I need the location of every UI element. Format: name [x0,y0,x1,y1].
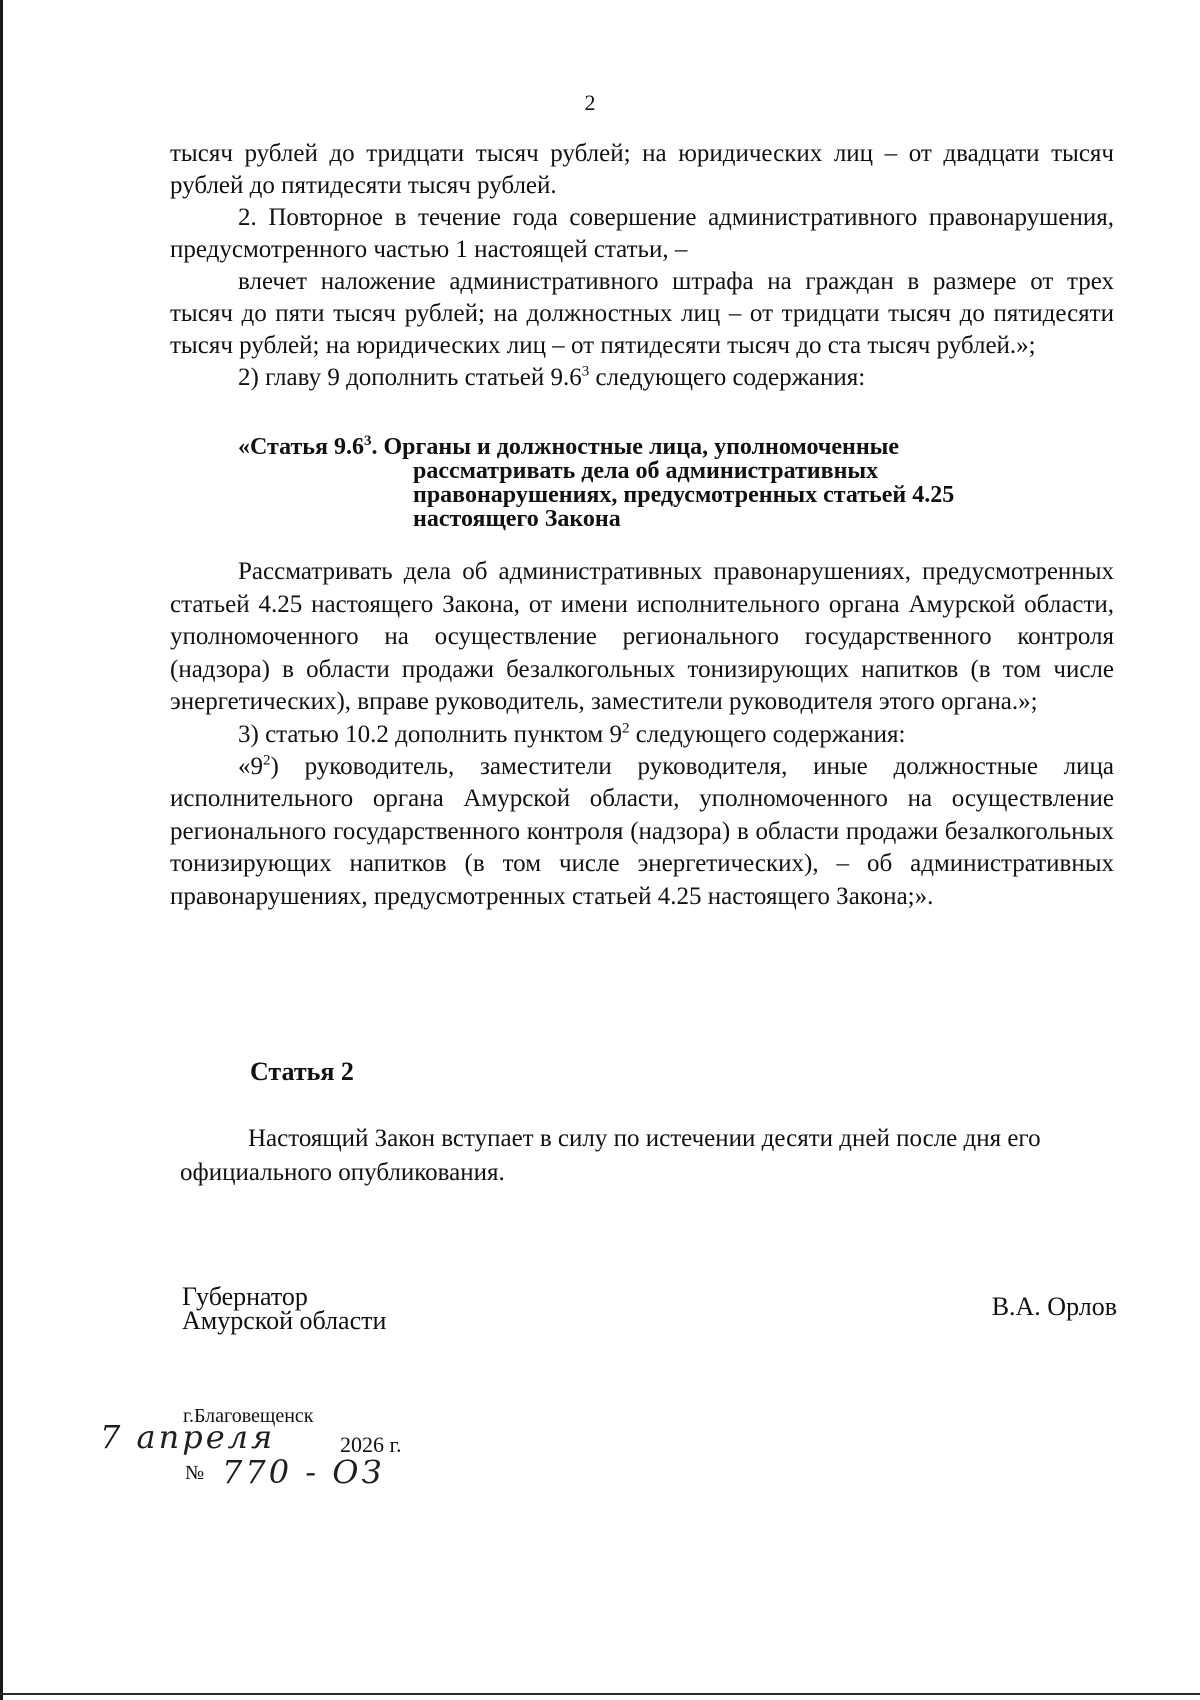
paragraph-authority: Рассматривать дела об административных правонарушениях, предусмотренных статьей 4.25 настоящего Закона, от имени исполнительного органа Амурской области, уполномоченного на осуществление регионального государственного контроля (надзора) в области продажи безалкогольных тонизирующих напитков (в том числе энергетических), вправе руководитель, заместители руководителя этого органа.»; [170,558,1114,715]
paragraph-fine-continuation: тысяч рублей до тридцати тысяч рублей; на юридических лиц – от двадцати тысяч рублей до пятидесяти тысяч рублей. [170,140,1114,199]
article-heading-superscript: 3 [363,433,372,449]
paragraph-repeat-offense: 2. Повторное в течение года совершение административного правонарушения, предусмотренного частью 1 настоящей статьи, – [170,204,1114,263]
law-text-middle [170,556,1114,913]
article-heading-start: «Статья 9.6 [238,434,364,460]
officials-open: «9 [238,752,263,780]
item-3-text: 3) статью 10.2 дополнить пунктом 9 [238,720,622,748]
page-number: 2 [584,90,596,115]
paragraph-officials [170,751,1114,914]
item-2-text: 2) главу 9 дополнить статьей 9.6 [238,364,582,391]
article-2-text: Настоящий Закон вступает в силу по истечении десяти дней после дня его официального опубликования. [180,1125,1041,1186]
article-2-title: Статья 2 [250,1057,354,1086]
article-2-body [180,1122,1120,1190]
article-heading-line-4: настоящего Закона [413,506,621,532]
city-name: г.Благовещенск [183,1405,314,1427]
item-2-amendment [170,362,1114,394]
paragraph-penalty: влечет наложение административного штрафа на граждан в размере от трех тысяч до пяти тысяч рублей; на должностных лиц – от тридцати тысяч до пятидесяти тысяч рублей; на юридических лиц – от пятидесяти тысяч до ста тысяч рублей.»; [170,268,1114,359]
item-3-amendment [170,719,1114,751]
number-sign: № [185,1462,205,1484]
item-2-text-end: следующего содержания: [589,364,866,391]
governor-title [182,1282,387,1335]
governor-title-line-1: Губернатор [182,1282,308,1311]
governor-title-line-2: Амурской области [182,1306,387,1335]
item-3-superscript: 2 [621,720,630,737]
officials-text: ) руководитель, заместители руководителя, иные должностные лица исполнительного органа Амурской области, уполномоченного на осуществление регионального государственного контроля (надзора) в области продажи безалкогольных тонизирующих напитков (в том числе энергетических), – об административных правонарушениях, предусмотренных статьей 4.25 настоящего Закона;». [170,752,1114,910]
handwritten-date: 7 апреля [100,1418,276,1456]
item-2-superscript: 3 [581,363,590,380]
handwritten-law-number: 770 - ОЗ [222,1453,385,1491]
scan-bottom-edge [0,1693,1200,1695]
law-text-top [170,138,1114,394]
officials-superscript: 2 [263,752,271,769]
year-label: 2026 г. [340,1432,402,1457]
article-heading-line-3: правонарушениях, предусмотренных статьей 4.25 [413,482,955,508]
item-3-text-end: следующего содержания: [629,720,906,748]
scan-left-edge [0,0,3,1700]
article-heading-line-2: рассматривать дела об административных [413,458,879,484]
article-heading-end: . Органы и должностные лица, уполномоченные [371,434,900,460]
article-heading-line-1 [238,435,899,459]
governor-name: В.А. Орлов [991,1292,1117,1321]
